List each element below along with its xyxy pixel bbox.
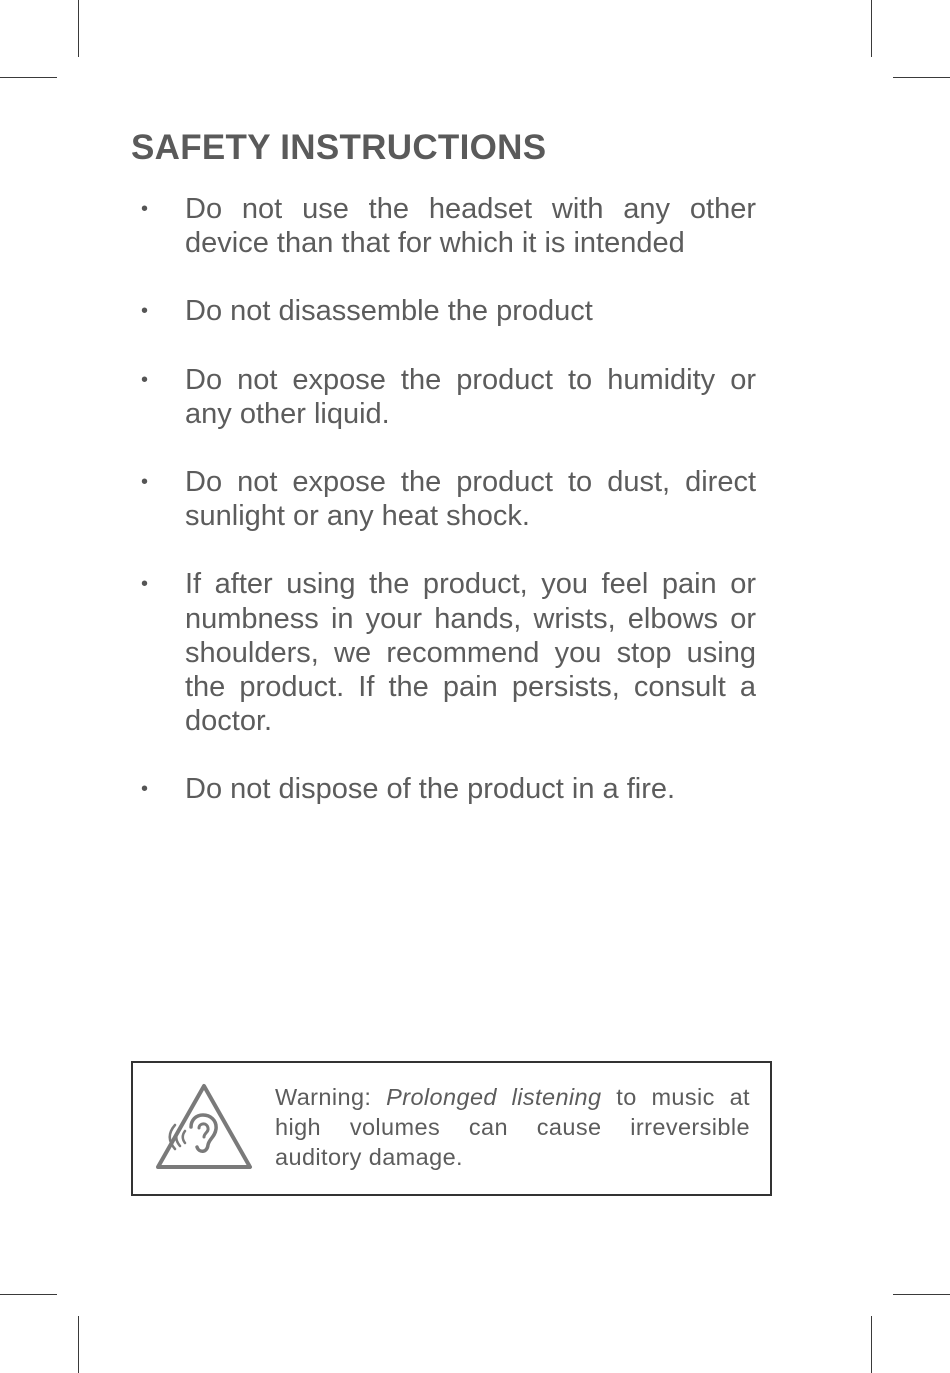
list-item — [131, 772, 756, 806]
warning-emphasis: Prolonged listening — [386, 1084, 602, 1110]
list-item-text: Do not disassemble the product — [185, 295, 593, 328]
bullet-icon: • — [141, 778, 149, 801]
list-item — [131, 294, 756, 328]
bullet-icon: • — [141, 471, 149, 494]
list-item-text: Do not expose the product to humidity or any other liquid. — [185, 363, 756, 430]
bullet-icon: • — [141, 198, 149, 220]
list-item — [131, 567, 756, 738]
bullet-icon: • — [141, 573, 149, 596]
list-item — [131, 192, 756, 260]
safety-instructions-list — [131, 192, 756, 841]
list-item-text: Do not dispose of the product in a fire. — [185, 773, 676, 806]
crop-mark-bottom-left-horizontal — [0, 1294, 57, 1295]
page-title: SAFETY INSTRUCTIONS — [131, 128, 547, 167]
crop-mark-top-left-horizontal — [0, 77, 57, 78]
crop-mark-top-right-horizontal — [893, 77, 950, 78]
crop-mark-bottom-left-vertical — [78, 1316, 79, 1373]
crop-mark-top-right-vertical — [871, 0, 872, 57]
bullet-icon: • — [141, 300, 149, 323]
hearing-warning-box — [131, 1061, 772, 1196]
list-item-text: Do not expose the product to dust, direct sunlight or any heat shock. — [185, 466, 756, 533]
bullet-icon: • — [141, 368, 149, 391]
list-item-text: If after using the product, you feel pain or numbness in your hands, wrists, elbows or shoulders, we recommend you stop using the product. If the pain persists, consult a doctor. — [185, 568, 756, 738]
crop-mark-top-left-vertical — [78, 0, 79, 57]
warning-body: to music at high volumes can cause irreversible auditory damage. — [275, 1084, 750, 1170]
hearing-damage-warning-icon — [155, 1083, 253, 1171]
warning-label: Warning: — [275, 1084, 372, 1110]
list-item — [131, 465, 756, 533]
list-item-text: Do not use the headset with any other device than that for which it is intended — [185, 193, 756, 260]
list-item — [131, 363, 756, 431]
warning-text — [275, 1083, 750, 1172]
crop-mark-bottom-right-vertical — [871, 1316, 872, 1373]
crop-mark-bottom-right-horizontal — [893, 1294, 950, 1295]
